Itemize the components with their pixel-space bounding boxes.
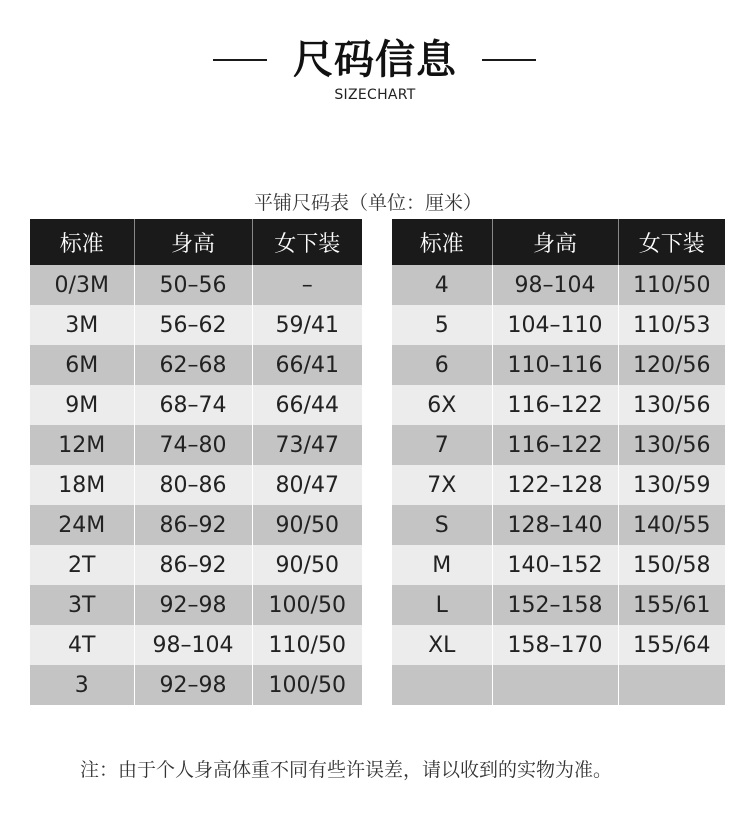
table-caption: 平铺尺码表（单位：厘米） — [253, 192, 482, 214]
cell-standard: 6 — [392, 345, 492, 385]
cell-bottoms — [618, 665, 725, 705]
table-row — [30, 425, 362, 465]
cell-height: 74–80 — [134, 425, 252, 465]
cell-standard: 4T — [30, 625, 134, 665]
cell-standard — [392, 665, 492, 705]
table-row — [392, 425, 725, 465]
cell-bottoms: 130/56 — [618, 425, 725, 465]
size-table-right — [392, 219, 725, 705]
cell-bottoms: 59/41 — [252, 305, 362, 345]
cell-bottoms: 150/58 — [618, 545, 725, 585]
cell-height: 80–86 — [134, 465, 252, 505]
cell-bottoms: 155/64 — [618, 625, 725, 665]
cell-height: 140–152 — [492, 545, 618, 585]
cell-standard: 2T — [30, 545, 134, 585]
cell-standard: 3 — [30, 665, 134, 705]
cell-height: 50–56 — [134, 265, 252, 305]
table-row — [30, 345, 362, 385]
title-divider-right — [482, 59, 536, 61]
table-row — [392, 465, 725, 505]
cell-height: 68–74 — [134, 385, 252, 425]
table-row — [30, 505, 362, 545]
cell-height: 62–68 — [134, 345, 252, 385]
cell-height: 110–116 — [492, 345, 618, 385]
cell-standard: 9M — [30, 385, 134, 425]
cell-standard: S — [392, 505, 492, 545]
cell-standard: 4 — [392, 265, 492, 305]
cell-standard: 0/3M — [30, 265, 134, 305]
cell-bottoms: 130/59 — [618, 465, 725, 505]
column-header-standard: 标准 — [392, 219, 492, 265]
cell-height: 98–104 — [492, 265, 618, 305]
cell-height: 92–98 — [134, 585, 252, 625]
cell-bottoms: 120/56 — [618, 345, 725, 385]
cell-bottoms: 110/50 — [252, 625, 362, 665]
cell-bottoms: 80/47 — [252, 465, 362, 505]
cell-standard: 6M — [30, 345, 134, 385]
column-header-height: 身高 — [134, 219, 252, 265]
table-row — [30, 385, 362, 425]
table-row — [392, 625, 725, 665]
cell-standard: XL — [392, 625, 492, 665]
cell-height: 116–122 — [492, 385, 618, 425]
table-row — [30, 545, 362, 585]
cell-bottoms: 155/61 — [618, 585, 725, 625]
table-header-row — [392, 219, 725, 265]
cell-standard: 7 — [392, 425, 492, 465]
cell-bottoms: 110/50 — [618, 265, 725, 305]
cell-standard: 24M — [30, 505, 134, 545]
cell-height: 152–158 — [492, 585, 618, 625]
cell-height: 128–140 — [492, 505, 618, 545]
cell-bottoms: 66/44 — [252, 385, 362, 425]
cell-bottoms: 73/47 — [252, 425, 362, 465]
cell-bottoms: 140/55 — [618, 505, 725, 545]
cell-height: 86–92 — [134, 505, 252, 545]
cell-bottoms: 100/50 — [252, 665, 362, 705]
table-row — [392, 505, 725, 545]
cell-bottoms: 90/50 — [252, 505, 362, 545]
cell-height: 104–110 — [492, 305, 618, 345]
cell-bottoms: 110/53 — [618, 305, 725, 345]
cell-height: 86–92 — [134, 545, 252, 585]
table-header-row — [30, 219, 362, 265]
cell-bottoms: 130/56 — [618, 385, 725, 425]
table-row — [392, 345, 725, 385]
cell-height: 158–170 — [492, 625, 618, 665]
cell-standard: 18M — [30, 465, 134, 505]
cell-height: 116–122 — [492, 425, 618, 465]
column-header-height: 身高 — [492, 219, 618, 265]
table-row — [392, 265, 725, 305]
table-row — [392, 585, 725, 625]
cell-standard: L — [392, 585, 492, 625]
cell-height — [492, 665, 618, 705]
table-row — [392, 545, 725, 585]
table-row — [30, 665, 362, 705]
cell-bottoms: – — [252, 265, 362, 305]
cell-standard: 3T — [30, 585, 134, 625]
table-row — [30, 265, 362, 305]
cell-standard: M — [392, 545, 492, 585]
column-header-bottoms: 女下装 — [618, 219, 725, 265]
cell-height: 92–98 — [134, 665, 252, 705]
title-block — [0, 32, 750, 112]
cell-height: 98–104 — [134, 625, 252, 665]
cell-height: 56–62 — [134, 305, 252, 345]
table-row — [30, 465, 362, 505]
table-row — [392, 385, 725, 425]
page-subtitle: SIZECHART — [334, 87, 416, 103]
size-note: 注：由于个人身高体重不同有些许误差，请以收到的实物为准。 — [80, 759, 613, 781]
column-header-bottoms: 女下装 — [252, 219, 362, 265]
cell-bottoms: 100/50 — [252, 585, 362, 625]
size-table-left-body — [30, 265, 362, 705]
size-table-right-body — [392, 265, 725, 705]
cell-standard: 7X — [392, 465, 492, 505]
cell-standard: 3M — [30, 305, 134, 345]
table-row — [392, 665, 725, 705]
cell-standard: 6X — [392, 385, 492, 425]
size-table-left — [30, 219, 362, 705]
cell-bottoms: 90/50 — [252, 545, 362, 585]
table-row — [30, 625, 362, 665]
cell-height: 122–128 — [492, 465, 618, 505]
cell-bottoms: 66/41 — [252, 345, 362, 385]
page-title: 尺码信息 — [293, 37, 457, 83]
cell-standard: 5 — [392, 305, 492, 345]
table-row — [30, 585, 362, 625]
cell-standard: 12M — [30, 425, 134, 465]
column-header-standard: 标准 — [30, 219, 134, 265]
table-row — [30, 305, 362, 345]
table-row — [392, 305, 725, 345]
